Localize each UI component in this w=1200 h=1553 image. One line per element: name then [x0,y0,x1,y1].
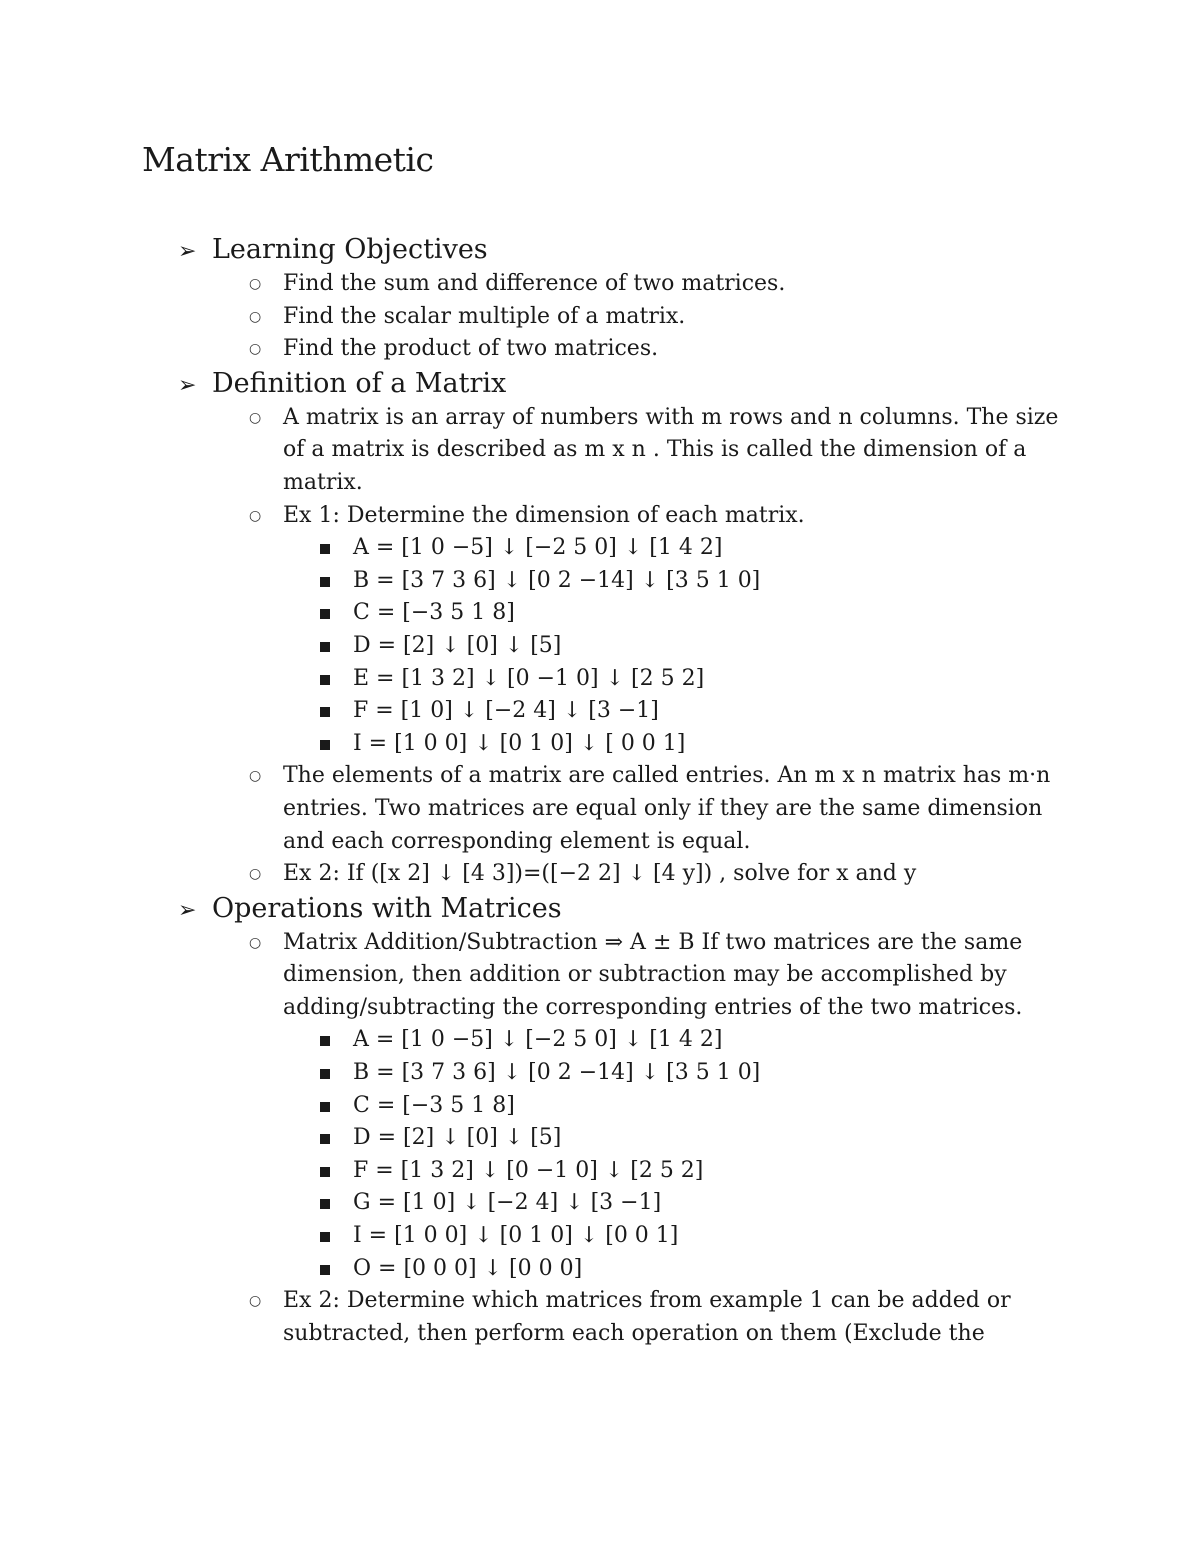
list-item [249,500,1063,533]
square-bullet-icon [320,740,330,750]
circle-bullet-icon: ○ [249,308,262,325]
list-item-text: Find the product of two matrices. [283,336,659,362]
arrow-bullet-icon: ➢ [178,897,197,923]
square-bullet-icon [320,1102,330,1112]
circle-bullet-icon: ○ [249,507,262,524]
section-heading-text: Definition of a Matrix [212,367,507,399]
matrix-item [353,695,1200,728]
square-bullet-icon [320,544,330,554]
matrix-item-text: A = [1 0 −5] ↓ [−2 5 0] ↓ [1 4 2] [353,535,723,561]
list-item [249,1285,1063,1350]
square-bullet-icon [320,1167,330,1177]
matrix-item [353,1253,1200,1286]
section [0,891,1200,1351]
matrix-item [353,663,1200,696]
square-bullet-icon [320,577,330,587]
list-item [249,402,1063,500]
matrix-item-text: D = [2] ↓ [0] ↓ [5] [353,632,562,658]
circle-bullet-icon: ○ [249,341,262,358]
matrix-item [353,565,1200,598]
section-heading-text: Operations with Matrices [212,892,562,924]
square-bullet-icon [320,609,330,619]
matrix-item [353,1155,1200,1188]
matrix-item [353,1057,1200,1090]
list-item [249,333,1063,366]
matrix-item [353,1220,1200,1253]
list-item-text: Find the sum and difference of two matrices. [283,271,786,296]
list-item [249,858,1063,891]
matrix-item-text: B = [3 7 3 6] ↓ [0 2 −14] ↓ [3 5 1 0] [353,567,761,593]
matrix-item [353,728,1200,761]
square-bullet-icon [320,707,330,717]
list-item [249,927,1063,1025]
matrix-item [353,630,1200,663]
page-title: Matrix Arithmetic [142,140,434,179]
list-item-text: Find the scalar multiple of a matrix. [283,303,686,329]
list-item-text: Ex 2: If ([x 2] ↓ [4 3])=([−2 2] ↓ [4 y]) , solve for x and y [283,861,917,887]
circle-bullet-icon: ○ [249,1293,262,1310]
matrix-item [353,532,1200,565]
list-item [249,760,1063,858]
arrow-bullet-icon: ➢ [178,239,197,264]
matrix-item-text: D = [2] ↓ [0] ↓ [5] [353,1125,562,1151]
circle-bullet-icon: ○ [249,768,262,785]
matrix-item [353,1187,1200,1220]
matrix-item-text: C = [−3 5 1 8] [353,1092,515,1118]
matrix-item-text: F = [1 0] ↓ [−2 4] ↓ [3 −1] [353,698,659,724]
square-bullet-icon [320,1265,330,1275]
square-bullet-icon [320,1134,330,1144]
matrix-item [353,1024,1200,1057]
section-heading [178,891,1200,927]
list-item-text: The elements of a matrix are called entries. An m x n matrix has m·n entries. Two matrices are equal only if they are the same dimension and each corresponding element is equal. [283,763,1051,854]
matrix-item-text: G = [1 0] ↓ [−2 4] ↓ [3 −1] [353,1190,662,1216]
list-item-text: Matrix Addition/Subtraction ⇒ A ± B If two matrices are the same dimension, then addition or subtraction may be accomplished by adding/subtracting the corresponding entries of the two matrices. [283,929,1023,1020]
matrix-item-text: E = [1 3 2] ↓ [0 −1 0] ↓ [2 5 2] [353,665,705,691]
square-bullet-icon [320,1069,330,1079]
matrix-item-text: B = [3 7 3 6] ↓ [0 2 −14] ↓ [3 5 1 0] [353,1060,761,1086]
section-heading [178,232,1200,268]
matrix-item [353,597,1200,630]
section [0,232,1200,366]
square-bullet-icon [320,1199,330,1209]
circle-bullet-icon: ○ [249,409,262,426]
section-heading [178,366,1200,402]
matrix-item-text: A = [1 0 −5] ↓ [−2 5 0] ↓ [1 4 2] [353,1027,723,1053]
matrix-item-text: O = [0 0 0] ↓ [0 0 0] [353,1255,583,1281]
outline [0,232,1200,1350]
matrix-item [353,1122,1200,1155]
circle-bullet-icon: ○ [249,866,262,883]
circle-bullet-icon: ○ [249,276,262,292]
matrix-item-text: I = [1 0 0] ↓ [0 1 0] ↓ [0 0 1] [353,1223,679,1249]
square-bullet-icon [320,1036,330,1046]
matrix-item-text: C = [−3 5 1 8] [353,600,515,626]
arrow-bullet-icon: ➢ [178,372,197,398]
square-bullet-icon [320,675,330,685]
section-heading-text: Learning Objectives [212,234,488,265]
section [0,366,1200,891]
square-bullet-icon [320,642,330,652]
list-item [249,301,1063,334]
matrix-item [353,1090,1200,1123]
list-item-text: Ex 2: Determine which matrices from example 1 can be added or subtracted, then perform each operation on them (Exclude the [283,1288,1011,1346]
list-item-text: A matrix is an array of numbers with m rows and n columns. The size of a matrix is described as m x n . This is called the dimension of a matrix. [283,404,1059,495]
list-item [249,268,1063,301]
matrix-item-text: I = [1 0 0] ↓ [0 1 0] ↓ [ 0 0 1] [353,730,686,756]
circle-bullet-icon: ○ [249,934,262,951]
matrix-item-text: F = [1 3 2] ↓ [0 −1 0] ↓ [2 5 2] [353,1157,704,1183]
square-bullet-icon [320,1232,330,1242]
list-item-text: Ex 1: Determine the dimension of each matrix. [283,502,805,528]
